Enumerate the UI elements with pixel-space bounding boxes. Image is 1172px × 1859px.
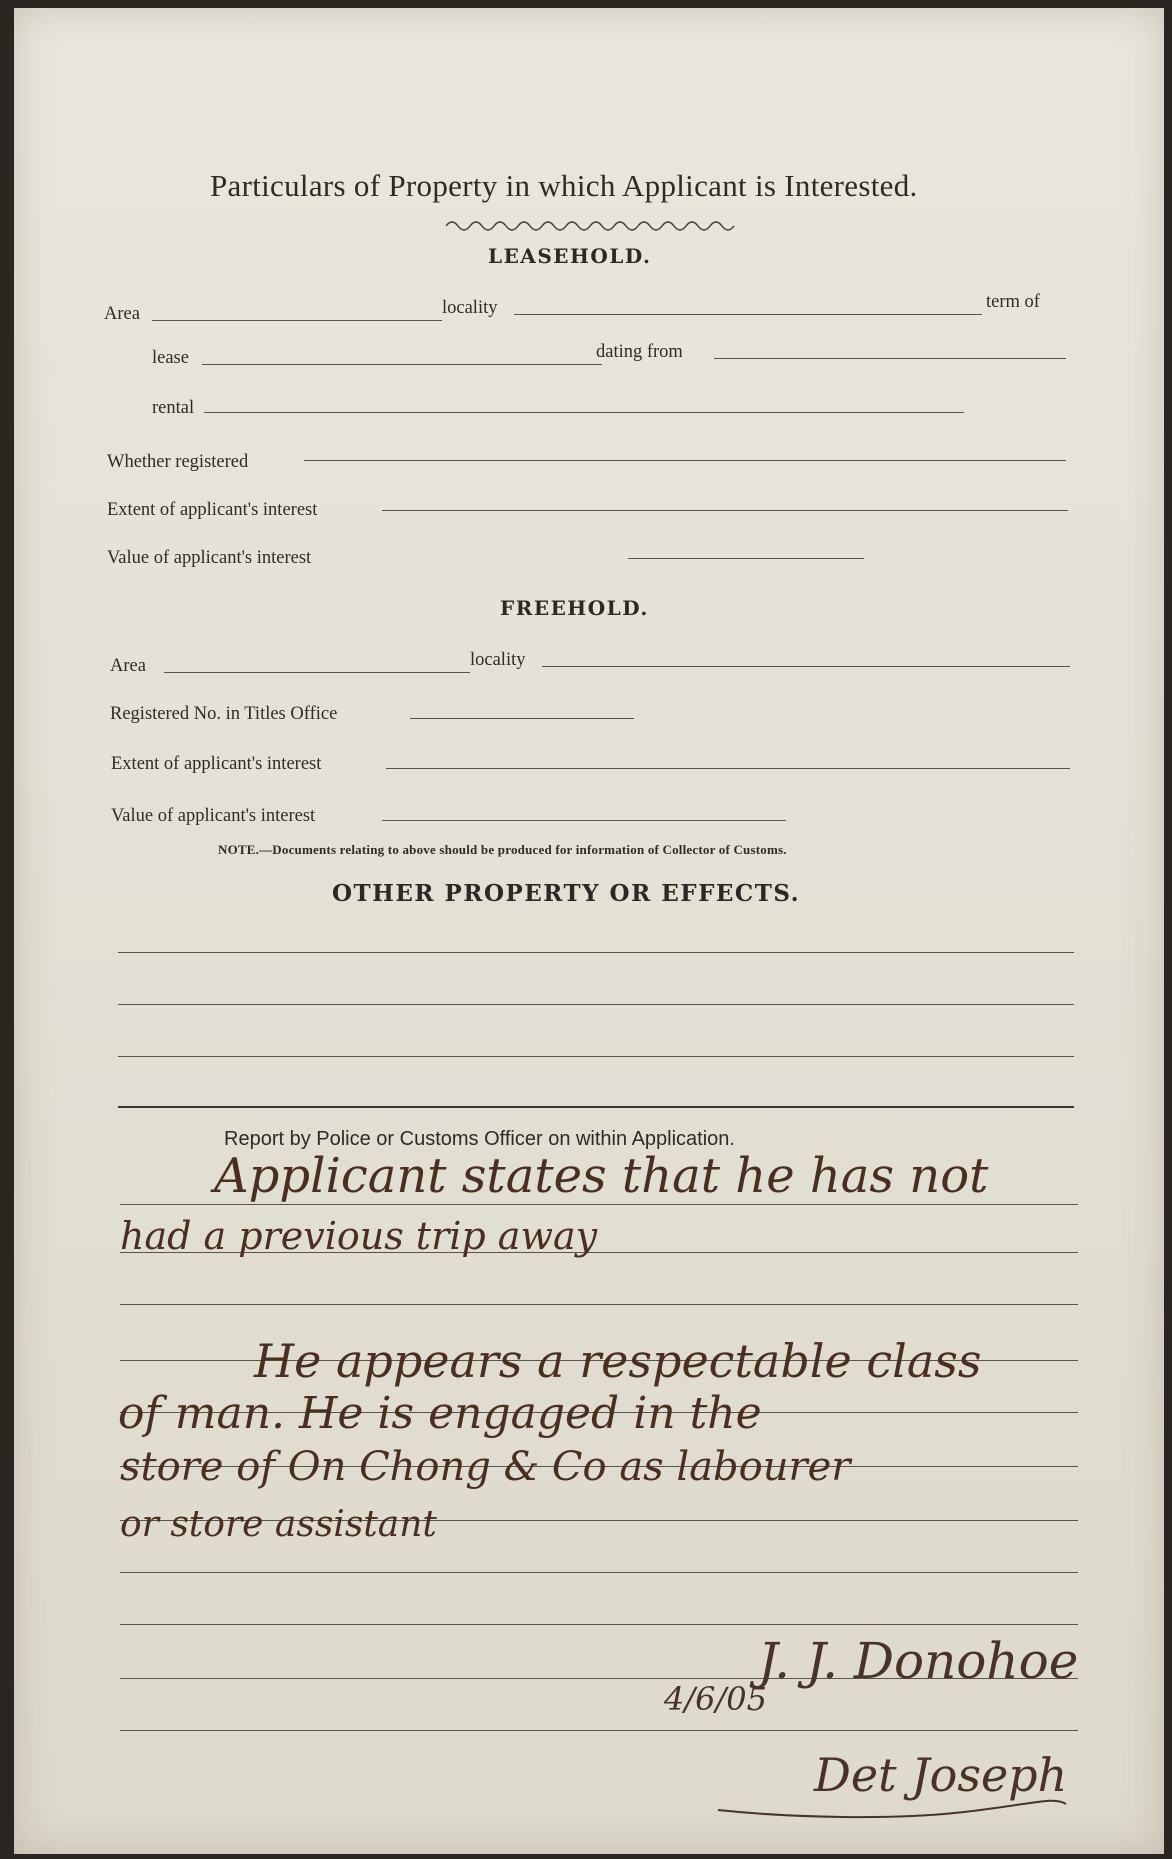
section-divider — [118, 1106, 1074, 1108]
freehold-value-label: Value of applicant's interest — [111, 806, 316, 826]
customs-note: NOTE.—Documents relating to above should be produced for information of Collector of Customs. — [218, 842, 787, 857]
leasehold-registered-label: Whether registered — [107, 452, 249, 472]
leasehold-lease-line — [202, 364, 602, 365]
report-line-9 — [120, 1624, 1078, 1625]
freehold-locality-line — [542, 666, 1070, 667]
leasehold-dating-line — [714, 358, 1066, 359]
leasehold-dating-label: dating from — [596, 342, 683, 362]
report-handwriting-line-4: of man. He is engaged in the — [118, 1388, 762, 1439]
leasehold-area-line — [152, 320, 442, 321]
other-property-line-2 — [118, 1004, 1074, 1005]
signature-underline — [714, 1784, 1074, 1824]
leasehold-locality-label: locality — [442, 298, 498, 318]
leasehold-registered-line — [304, 460, 1066, 461]
freehold-heading: FREEHOLD. — [500, 596, 649, 620]
leasehold-rental-line — [204, 412, 964, 413]
other-property-heading: OTHER PROPERTY OR EFFECTS. — [332, 880, 801, 907]
report-handwriting-line-6: or store assistant — [120, 1504, 437, 1545]
report-line-3 — [120, 1304, 1078, 1305]
freehold-reg-label: Registered No. in Titles Office — [110, 704, 338, 724]
signer-title: Det Joseph — [814, 1748, 1068, 1802]
page-title: Particulars of Property in which Applicant is Interested. — [210, 168, 918, 203]
leasehold-rental-label: rental — [152, 398, 195, 418]
report-handwriting-line-1: Applicant states that he has not — [214, 1148, 989, 1204]
leasehold-locality-line — [514, 314, 982, 315]
report-handwriting-line-3: He appears a respectable class — [254, 1334, 982, 1388]
freehold-extent-label: Extent of applicant's interest — [111, 754, 322, 774]
officer-signature: J. J. Donohoe — [758, 1632, 1079, 1690]
leasehold-term-label: term of — [986, 292, 1040, 312]
report-line-11 — [120, 1730, 1078, 1731]
signature-date: 4/6/05 — [664, 1680, 767, 1718]
leasehold-extent-line — [382, 510, 1068, 511]
report-line-1 — [120, 1204, 1078, 1205]
report-handwriting-line-5: store of On Chong & Co as labourer — [120, 1444, 851, 1490]
leasehold-value-label: Value of applicant's interest — [107, 548, 312, 568]
freehold-locality-label: locality — [470, 650, 526, 670]
freehold-area-line — [164, 672, 470, 673]
leasehold-lease-label: lease — [152, 348, 189, 368]
report-line-8 — [120, 1572, 1078, 1573]
leasehold-extent-label: Extent of applicant's interest — [107, 500, 318, 520]
freehold-extent-line — [386, 768, 1070, 769]
leasehold-heading: LEASEHOLD. — [488, 244, 652, 268]
freehold-reg-line — [410, 718, 634, 719]
title-flourish — [444, 214, 744, 234]
leasehold-value-line — [628, 558, 864, 559]
document-page — [14, 8, 1164, 1854]
freehold-value-line — [382, 820, 786, 821]
report-handwriting-line-2: had a previous trip away — [120, 1214, 598, 1258]
other-property-line-1 — [118, 952, 1074, 953]
freehold-area-label: Area — [110, 656, 146, 676]
leasehold-area-label: Area — [104, 304, 140, 324]
report-heading: Report by Police or Customs Officer on within Application. — [224, 1128, 735, 1150]
other-property-line-3 — [118, 1056, 1074, 1057]
